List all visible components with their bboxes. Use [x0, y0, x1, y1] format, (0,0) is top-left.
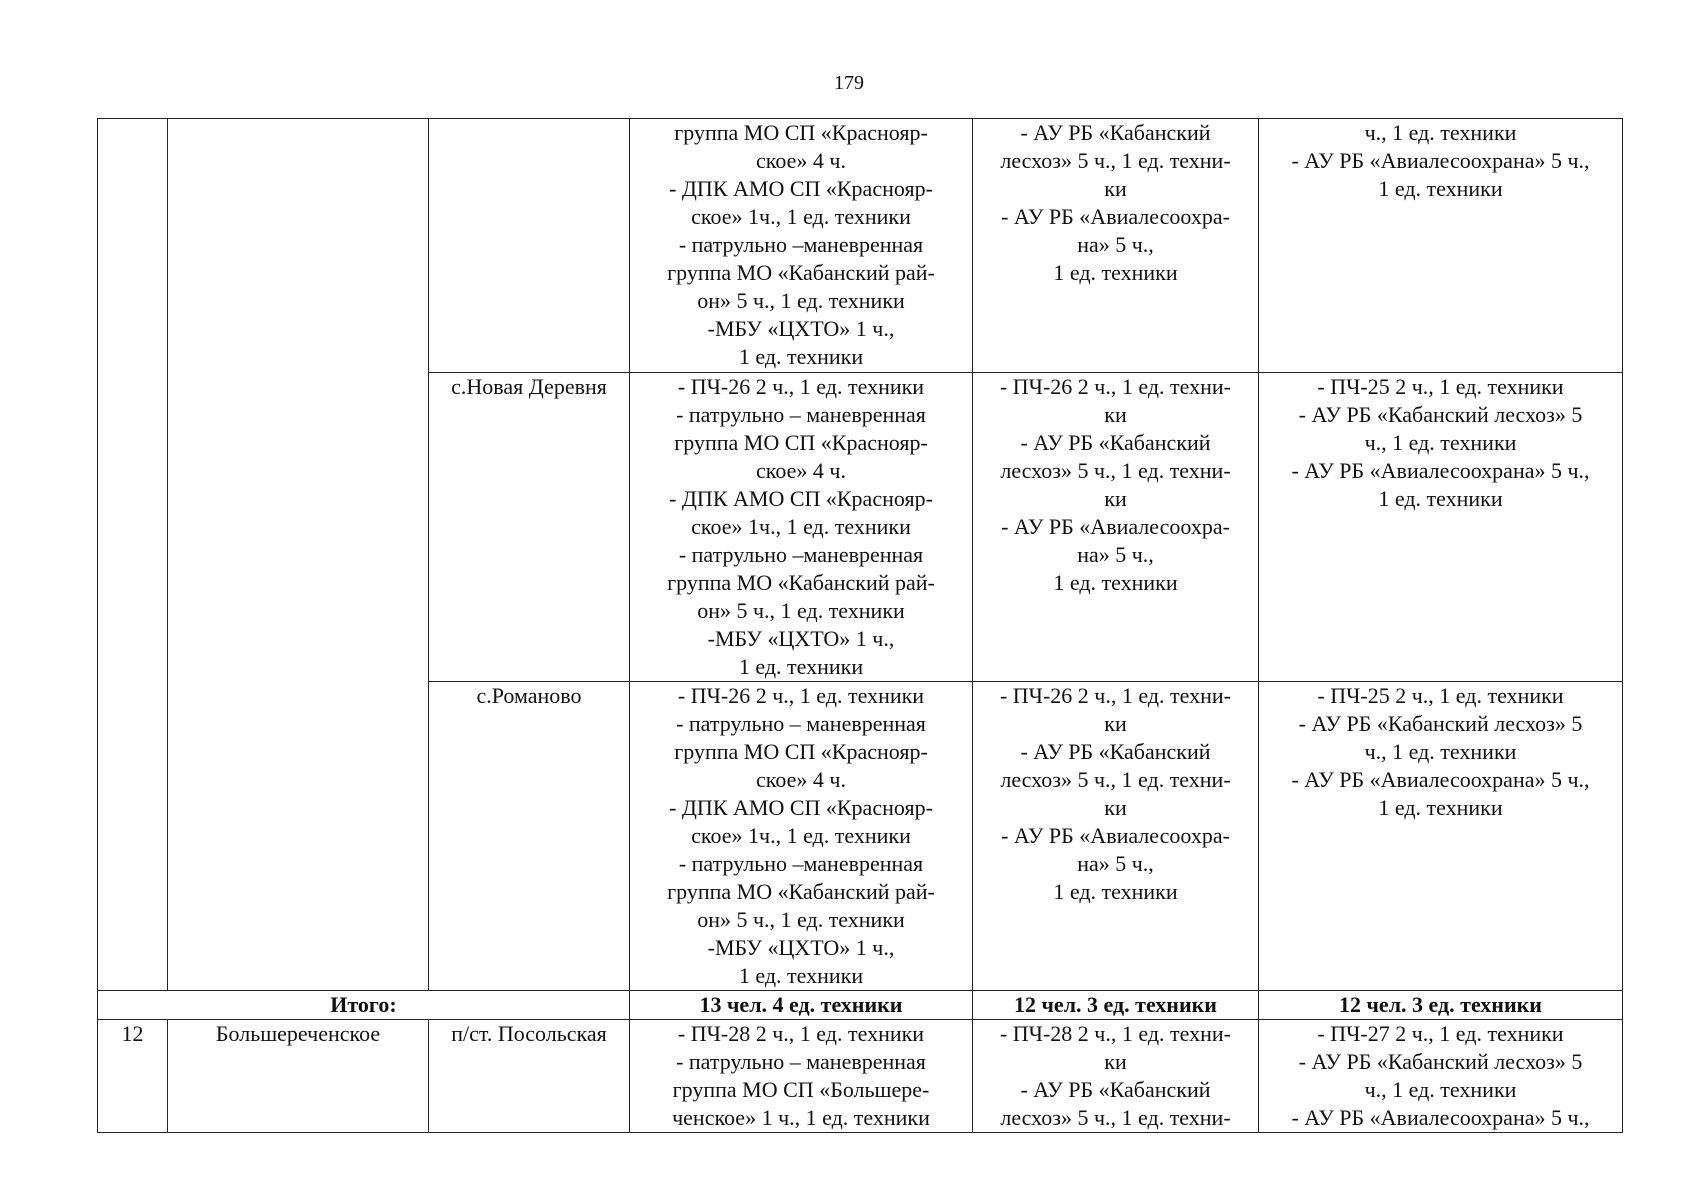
settlement-cell: с.Новая Деревня [429, 373, 630, 682]
total-cell-1: 13 чел. 4 ед. техники [630, 991, 973, 1020]
forces-cell-1: - ПЧ-28 2 ч., 1 ед. техники - патрульно – маневренная группа МО СП «Большере- ченское» 1 ч., 1 ед. техники [630, 1020, 973, 1133]
total-cell-3: 12 чел. 3 ед. техники [1259, 991, 1623, 1020]
settlement-cell: п/ст. Посольская [429, 1020, 630, 1133]
forces-cell-2: - ПЧ-28 2 ч., 1 ед. техни- ки - АУ РБ «Кабанский лесхоз» 5 ч., 1 ед. техни- [973, 1020, 1259, 1133]
total-row [98, 991, 1623, 1020]
forces-cell-1: - ПЧ-26 2 ч., 1 ед. техники - патрульно – маневренная группа МО СП «Краснояр- ское» 4 ч. - ДПК АМО СП «Краснояр- ское» 1ч., 1 ед. техники - патрульно –маневренная группа МО «Кабанский рай- он» 5 ч., 1 ед. техники -МБУ «ЦХТО» 1 ч., 1 ед. техники [630, 682, 973, 991]
forces-cell-3: ч., 1 ед. техники - АУ РБ «Авиалесоохрана» 5 ч., 1 ед. техники [1259, 119, 1623, 373]
forces-cell-2: - ПЧ-26 2 ч., 1 ед. техни- ки - АУ РБ «Кабанский лесхоз» 5 ч., 1 ед. техни- ки - АУ РБ «Авиалесоохра- на» 5 ч., 1 ед. техники [973, 682, 1259, 991]
district-cell: Большереченское [168, 1020, 429, 1133]
forces-cell-1: - ПЧ-26 2 ч., 1 ед. техники - патрульно – маневренная группа МО СП «Краснояр- ское» 4 ч. - ДПК АМО СП «Краснояр- ское» 1ч., 1 ед. техники - патрульно –маневренная группа МО «Кабанский рай- он» 5 ч., 1 ед. техники -МБУ «ЦХТО» 1 ч., 1 ед. техники [630, 373, 973, 682]
settlement-cell [429, 119, 630, 373]
resources-table [97, 118, 1623, 1133]
forces-cell-2: - АУ РБ «Кабанский лесхоз» 5 ч., 1 ед. техни- ки - АУ РБ «Авиалесоохра- на» 5 ч., 1 ед. техники [973, 119, 1259, 373]
page-number: 179 [834, 72, 864, 94]
forces-cell-2: - ПЧ-26 2 ч., 1 ед. техни- ки - АУ РБ «Кабанский лесхоз» 5 ч., 1 ед. техни- ки - АУ РБ «Авиалесоохра- на» 5 ч., 1 ед. техники [973, 373, 1259, 682]
table-row [98, 119, 1623, 373]
forces-cell-3: - ПЧ-25 2 ч., 1 ед. техники - АУ РБ «Кабанский лесхоз» 5 ч., 1 ед. техники - АУ РБ «Авиалесоохрана» 5 ч., 1 ед. техники [1259, 682, 1623, 991]
forces-cell-3: - ПЧ-25 2 ч., 1 ед. техники - АУ РБ «Кабанский лесхоз» 5 ч., 1 ед. техники - АУ РБ «Авиалесоохрана» 5 ч., 1 ед. техники [1259, 373, 1623, 682]
row-number-cell: 12 [98, 1020, 168, 1133]
settlement-cell: с.Романово [429, 682, 630, 991]
table-row [98, 1020, 1623, 1133]
row-number-cell [98, 119, 168, 991]
forces-cell-1: группа МО СП «Краснояр- ское» 4 ч. - ДПК АМО СП «Краснояр- ское» 1ч., 1 ед. техники - патрульно –маневренная группа МО «Кабанский рай- он» 5 ч., 1 ед. техники -МБУ «ЦХТО» 1 ч., 1 ед. техники [630, 119, 973, 373]
forces-cell-3: - ПЧ-27 2 ч., 1 ед. техники - АУ РБ «Кабанский лесхоз» 5 ч., 1 ед. техники - АУ РБ «Авиалесоохрана» 5 ч., [1259, 1020, 1623, 1133]
total-cell-2: 12 чел. 3 ед. техники [973, 991, 1259, 1020]
district-cell [168, 119, 429, 991]
total-label: Итого: [98, 991, 630, 1020]
